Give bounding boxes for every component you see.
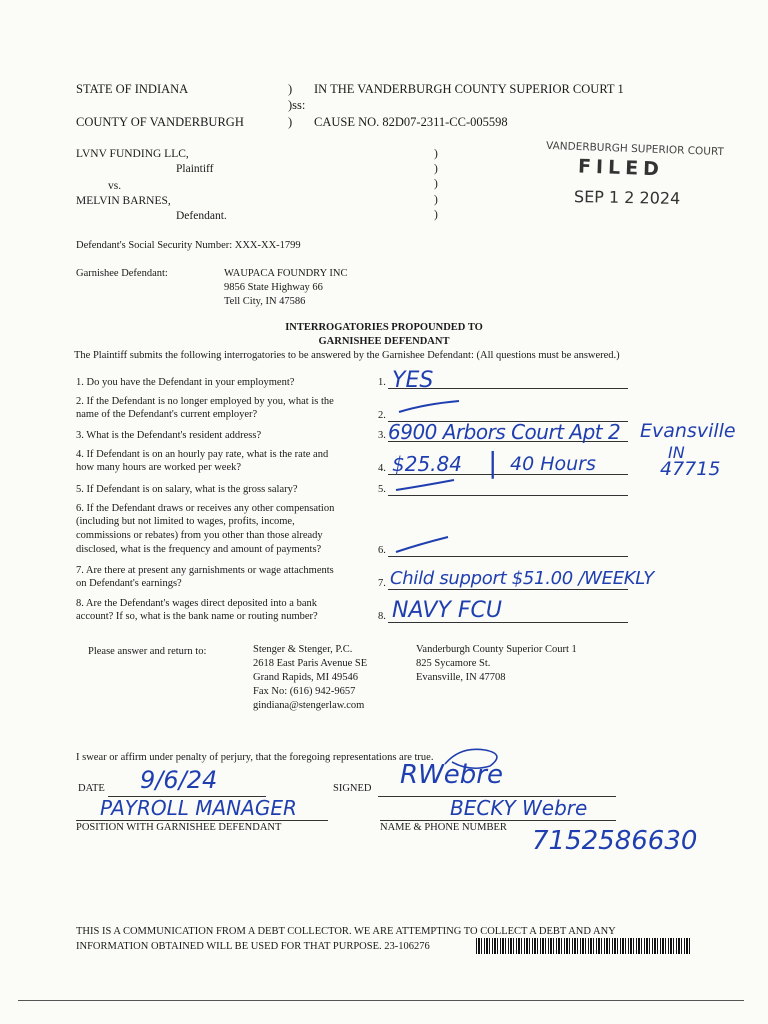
court-return-street: 825 Sycamore St.	[416, 658, 491, 669]
answer-3-address: 6900 Arbors Court Apt 2	[388, 420, 621, 444]
firm-name: Stenger & Stenger, P.C.	[253, 644, 353, 655]
answer-number: 2.	[378, 410, 386, 421]
answer-number: 3.	[378, 430, 386, 441]
garnishee-name: WAUPACA FOUNDRY INC	[224, 268, 348, 279]
question-2-cont: name of the Defendant's current employer?	[76, 409, 258, 420]
question-1: 1. Do you have the Defendant in your employment?	[76, 377, 295, 388]
garnishee-label: Garnishee Defendant:	[76, 268, 168, 279]
firm-street: 2618 East Paris Avenue SE	[253, 658, 368, 669]
question-5: 5. If Defendant is on salary, what is the gross salary?	[76, 484, 298, 495]
stamp-date: SEP 1 2 2024	[573, 187, 681, 208]
question-8: 8. Are the Defendant's wages direct deposited into a bank	[76, 598, 317, 609]
caption-ss: )ss:	[288, 98, 306, 112]
question-6-cont: (including but not limited to wages, profits, income,	[76, 516, 295, 527]
footer-line2: INFORMATION OBTAINED WILL BE USED FOR THAT PURPOSE. 23-106276	[76, 941, 430, 952]
answer-5-dash	[392, 476, 462, 496]
question-3: 3. What is the Defendant's resident address?	[76, 430, 262, 441]
answer-6-dash	[392, 534, 462, 556]
court-return-name: Vanderburgh County Superior Court 1	[416, 644, 577, 655]
firm-email: gindiana@stengerlaw.com	[253, 700, 365, 711]
garnishee-street: 9856 State Highway 66	[224, 282, 323, 293]
answer-number: 8.	[378, 611, 386, 622]
answer-8-handwritten: NAVY FCU	[392, 598, 503, 623]
return-label: Please answer and return to:	[88, 646, 207, 657]
firm-fax: Fax No: (616) 942-9657	[253, 686, 356, 697]
position-label: POSITION WITH GARNISHEE DEFENDANT	[76, 822, 282, 833]
answer-3-state: IN	[668, 443, 685, 462]
answer-number: 4.	[378, 463, 386, 474]
caption-paren: )	[288, 82, 293, 96]
page-bottom-rule	[18, 1000, 744, 1001]
firm-city: Grand Rapids, MI 49546	[253, 672, 358, 683]
question-7: 7. Are there at present any garnishments or wage attachments	[76, 565, 334, 576]
county-label: COUNTY OF VANDERBURGH	[76, 115, 244, 129]
party-paren: )	[434, 194, 438, 206]
question-6: 6. If the Defendant draws or receives any other compensation	[76, 503, 335, 514]
question-4: 4. If Defendant is on an hourly pay rate, what is the rate and	[76, 449, 329, 460]
state-label: STATE OF INDIANA	[76, 82, 189, 96]
question-7-cont: on Defendant's earnings?	[76, 578, 182, 589]
answer-line	[388, 589, 628, 590]
answer-number: 5.	[378, 484, 386, 495]
name-line	[380, 820, 616, 821]
court-return-city: Evansville, IN 47708	[416, 672, 506, 683]
plaintiff-label: Plaintiff	[176, 163, 214, 175]
stamp-court: VANDERBURGH SUPERIOR COURT	[545, 139, 725, 159]
date-label: DATE	[78, 783, 105, 794]
question-8-cont: account? If so, what is the bank name or routing number?	[76, 611, 318, 622]
title-line1: INTERROGATORIES PROPOUNDED TO	[285, 322, 483, 333]
answer-4-hours: 40 Hours	[510, 453, 596, 475]
answer-number: 7.	[378, 578, 386, 589]
answer-4-rate: $25.84	[392, 452, 462, 476]
answer-number: 6.	[378, 545, 386, 556]
answer-3-city: Evansville	[640, 420, 736, 442]
oath-text: I swear or affirm under penalty of perjury, that the foregoing representations are true.	[76, 752, 434, 763]
ssn: Defendant's Social Security Number: XXX-XX-1799	[76, 240, 301, 251]
defendant-label: Defendant.	[176, 210, 227, 222]
name-handwritten: BECKY Webre	[450, 796, 588, 820]
party-paren: )	[434, 178, 438, 190]
barcode	[476, 938, 690, 954]
party-paren: )	[434, 148, 438, 160]
caption-paren: )	[288, 115, 293, 129]
stamp-filed: FILED	[577, 155, 665, 181]
plaintiff-name: LVNV FUNDING LLC,	[76, 148, 189, 160]
defendant-name: MELVIN BARNES,	[76, 195, 171, 207]
question-6-cont: disclosed, what is the frequency and amount of payments?	[76, 544, 322, 555]
intro-text: The Plaintiff submits the following interrogatories to be answered by the Garnishee Defendant: (All questions must be answered.)	[74, 350, 620, 361]
answer-line	[388, 556, 628, 557]
answer-7-handwritten: Child support $51.00 /WEEKLY	[390, 568, 654, 589]
position-line	[76, 820, 328, 821]
title-line2: GARNISHEE DEFENDANT	[318, 336, 450, 347]
answer-4-separator: |	[488, 446, 498, 479]
phone-handwritten: 7152586630	[532, 826, 698, 856]
answer-number: 1.	[378, 377, 386, 388]
question-4-cont: how many hours are worked per week?	[76, 462, 242, 473]
garnishee-city: Tell City, IN 47586	[224, 296, 306, 307]
cause-number: CAUSE NO. 82D07-2311-CC-005598	[314, 115, 508, 129]
question-6-cont: commissions or rebates) from you other than those already	[76, 530, 323, 541]
footer-line1: THIS IS A COMMUNICATION FROM A DEBT COLLECTOR. WE ARE ATTEMPTING TO COLLECT A DEBT AND ANY	[76, 926, 616, 937]
vs-label: vs.	[108, 180, 122, 192]
signature-handwritten: RWebre	[400, 760, 503, 790]
position-handwritten: PAYROLL MANAGER	[100, 796, 297, 820]
signed-label: SIGNED	[333, 783, 372, 794]
court-name: IN THE VANDERBURGH COUNTY SUPERIOR COURT 1	[314, 82, 624, 96]
date-handwritten: 9/6/24	[140, 766, 218, 794]
answer-3-zip: 47715	[660, 458, 721, 480]
party-paren: )	[434, 163, 438, 175]
answer-2-dash	[395, 398, 465, 418]
answer-1-handwritten: YES	[392, 368, 434, 393]
name-label: NAME & PHONE NUMBER	[380, 822, 507, 833]
question-2: 2. If the Defendant is no longer employed by you, what is the	[76, 396, 334, 407]
party-paren: )	[434, 209, 438, 221]
